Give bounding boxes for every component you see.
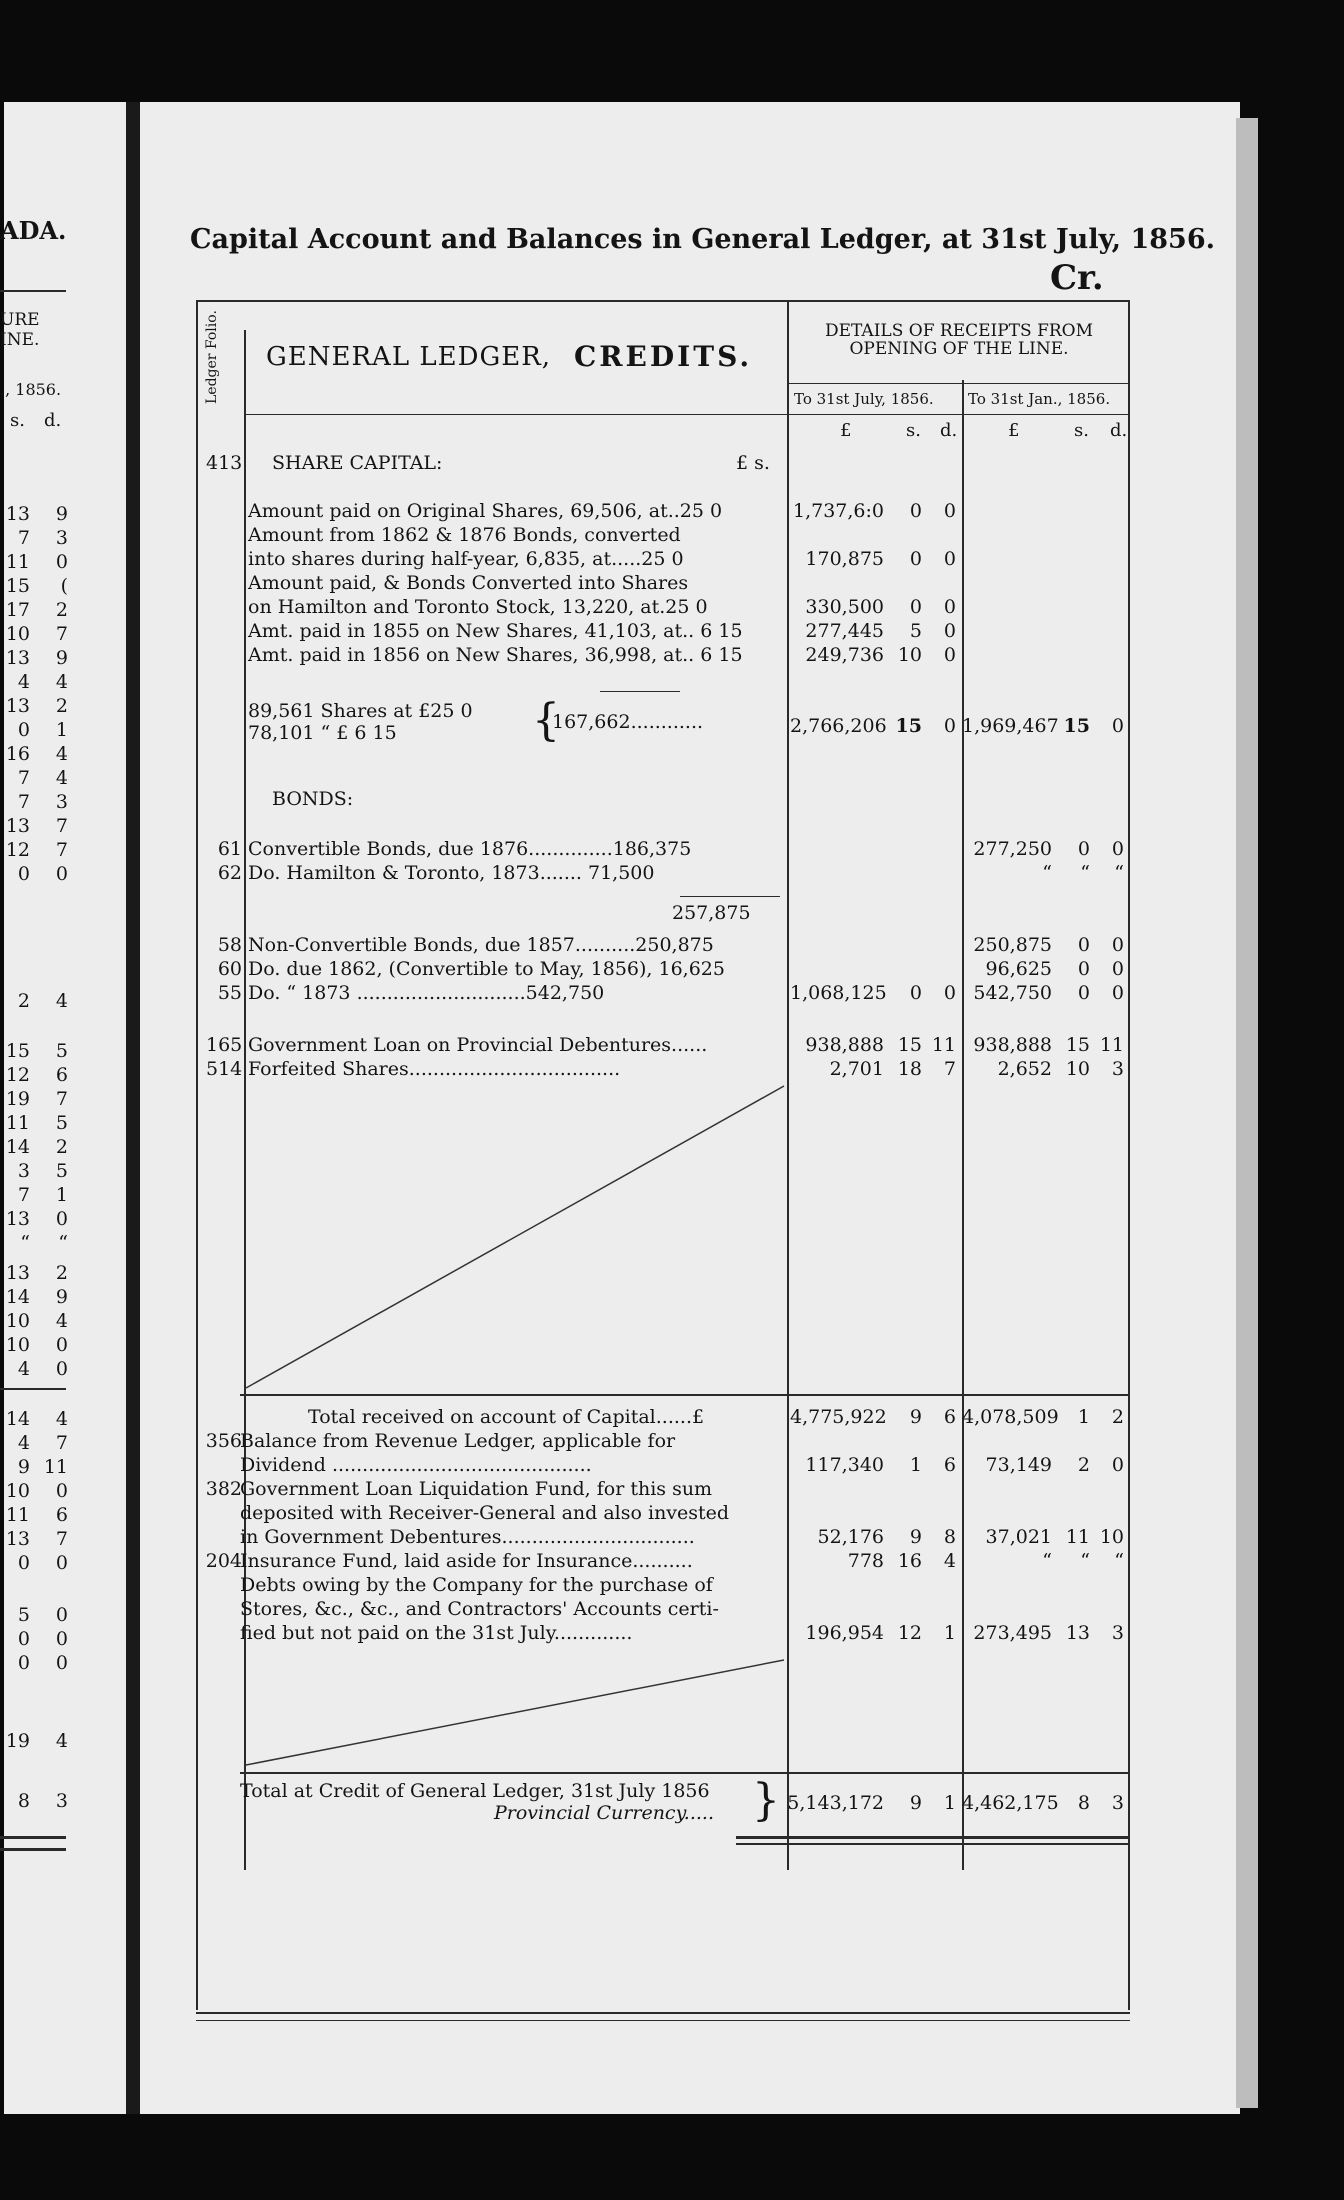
left-date: ., 1856. <box>0 380 62 399</box>
ledger-title-credits: CREDITS. <box>574 340 753 373</box>
left-row-d: 5 <box>55 1112 68 1134</box>
left-row-d: 6 <box>55 1064 68 1086</box>
left-row-s: 14 <box>5 1286 30 1308</box>
col1-pound: £ <box>840 420 852 441</box>
share-line-c1d: 0 <box>943 596 956 618</box>
loan-line-text: Government Loan on Provincial Debentures...... <box>248 1034 708 1056</box>
left-row-s: 10 <box>5 1310 30 1332</box>
left-row-s: 15 <box>5 1040 30 1062</box>
grand-total-line1: Total at Credit of General Ledger, 31st July 1856 <box>240 1780 710 1802</box>
bond-line-c2: 250,875 <box>973 934 1052 956</box>
grand-total-c2: 4,462,175 <box>962 1792 1059 1814</box>
other-line-c1d: 1 <box>943 1622 956 1644</box>
share-line-text: on Hamilton and Toronto Stock, 13,220, at.25 0 <box>248 596 708 618</box>
left-row-d: 4 <box>55 767 68 789</box>
left-row-s: 13 <box>5 815 30 837</box>
share-line-c1s: 5 <box>909 620 922 642</box>
other-line-c2: 37,021 <box>985 1526 1052 1548</box>
other-line-text: Balance from Revenue Ledger, applicable for <box>240 1430 676 1452</box>
bond-line-c2d: 0 <box>1111 838 1124 860</box>
left-row-d: 7 <box>55 1088 68 1110</box>
left-row-d: 2 <box>55 695 68 717</box>
bond-line-text: Do. Hamilton & Toronto, 1873....... 71,500 <box>248 862 655 884</box>
left-row-s: 13 <box>5 1208 30 1230</box>
share-line-c1: 249,736 <box>805 644 884 666</box>
other-line-c1s: 1 <box>909 1454 922 1476</box>
other-line-c1s: 12 <box>897 1622 922 1644</box>
loan-folio: 514 <box>206 1058 243 1080</box>
left-row-s: 13 <box>5 503 30 525</box>
loan-line-text: Forfeited Shares................................... <box>248 1058 621 1080</box>
left-row-d: 9 <box>55 647 68 669</box>
loan-line-c1s: 18 <box>897 1058 922 1080</box>
left-row-d: 7 <box>55 1432 68 1454</box>
left-row-d: 4 <box>55 1408 68 1430</box>
left-row-d: 2 <box>55 1136 68 1158</box>
bond-line-text: Non-Convertible Bonds, due 1857..........250,875 <box>248 934 714 956</box>
loan-line-c2d: 3 <box>1111 1058 1124 1080</box>
left-row-d: 0 <box>55 1480 68 1502</box>
grand-total-c1s: 9 <box>909 1792 922 1814</box>
left-row-s: 0 <box>17 1552 30 1574</box>
bond-line-c2s: 0 <box>1077 982 1090 1004</box>
left-row-s: 19 <box>5 1730 30 1752</box>
bonds-heading: BONDS: <box>272 788 354 810</box>
share-capital-folio: 413 <box>206 452 243 474</box>
left-row-s: 0 <box>17 1628 30 1650</box>
other-line-text: Government Loan Liquidation Fund, for this sum <box>240 1478 713 1500</box>
bond-line-text: 257,875 <box>672 902 751 924</box>
total-capital-c2s: 1 <box>1077 1406 1090 1428</box>
left-row-d: 0 <box>55 1552 68 1574</box>
left-row-s: 3 <box>17 1160 30 1182</box>
loan-line-c1d: 11 <box>931 1034 956 1056</box>
shares-brace: { <box>532 695 560 746</box>
share-line-c1s: 10 <box>897 644 922 666</box>
loan-line-c2: 2,652 <box>997 1058 1052 1080</box>
loan-folio: 165 <box>206 1034 243 1056</box>
left-row-d: 3 <box>55 791 68 813</box>
left-row-s: 10 <box>5 1480 30 1502</box>
left-row-d: 3 <box>55 527 68 549</box>
share-line-c1: 1,737,6:0 <box>792 500 884 522</box>
left-row-s: 12 <box>5 1064 30 1086</box>
left-row-d: 0 <box>55 1358 68 1380</box>
left-row-d: 4 <box>55 1310 68 1332</box>
other-line-c1s: 9 <box>909 1526 922 1548</box>
left-row-d: 9 <box>55 503 68 525</box>
loan-line-c1d: 7 <box>943 1058 956 1080</box>
left-row-d: 0 <box>55 1334 68 1356</box>
left-row-s: 13 <box>5 1262 30 1284</box>
other-line-c2s: 11 <box>1065 1526 1090 1548</box>
bond-folio: 55 <box>217 982 242 1004</box>
share-capital-heading: SHARE CAPITAL: <box>272 452 443 474</box>
left-row-s: 13 <box>5 695 30 717</box>
other-line-text: deposited with Receiver-General and also invested <box>240 1502 730 1524</box>
left-row-s: 10 <box>5 623 30 645</box>
details-header: DETAILS OF RECEIPTS FROM OPENING OF THE LINE. <box>824 321 1094 359</box>
left-row-d: 11 <box>43 1456 68 1478</box>
loan-line-c2s: 10 <box>1065 1058 1090 1080</box>
left-row-d: 7 <box>55 839 68 861</box>
left-row-d: 4 <box>55 990 68 1012</box>
left-row-d: 9 <box>55 1286 68 1308</box>
left-row-s: 7 <box>17 791 30 813</box>
share-line-text: Amt. paid in 1855 on New Shares, 41,103, at.. 6 15 <box>248 620 743 642</box>
share-line-text: into shares during half-year, 6,835, at.....25 0 <box>248 548 684 570</box>
bond-folio: 62 <box>217 862 242 884</box>
share-line-c1: 330,500 <box>805 596 884 618</box>
left-row-s: 0 <box>17 863 30 885</box>
grand-total-c2d: 3 <box>1111 1792 1124 1814</box>
left-row-s: 13 <box>5 1528 30 1550</box>
left-row-d: 1 <box>55 719 68 741</box>
left-row-d: 2 <box>55 1262 68 1284</box>
left-row-d: 2 <box>55 599 68 621</box>
total-capital-c1: 4,775,922 <box>790 1406 887 1428</box>
other-line-text: in Government Debentures................................ <box>240 1526 695 1548</box>
bond-line-c2: “ <box>1042 862 1052 884</box>
other-line-text: Stores, &c., &c., and Contractors' Accounts certi- <box>240 1598 719 1620</box>
other-line-c2: 273,495 <box>973 1622 1052 1644</box>
col2-pound: £ <box>1008 420 1020 441</box>
left-row-d: 4 <box>55 671 68 693</box>
other-line-text: Dividend ........................................... <box>240 1454 592 1476</box>
share-line-c1: 277,445 <box>805 620 884 642</box>
left-row-d: 6 <box>55 1504 68 1526</box>
other-line-c1: 52,176 <box>817 1526 884 1548</box>
other-line-c2: “ <box>1042 1550 1052 1572</box>
left-row-d: 0 <box>55 1604 68 1626</box>
left-row-s: 10 <box>5 1334 30 1356</box>
left-row-s: “ <box>20 1232 30 1254</box>
shares-summary-c2: 1,969,467 <box>962 715 1059 737</box>
share-line-c1d: 0 <box>943 620 956 642</box>
col2-pence: d. <box>1110 420 1128 441</box>
other-line-c1: 778 <box>847 1550 884 1572</box>
left-row-d: 0 <box>55 1208 68 1230</box>
left-row-s: 11 <box>5 1504 30 1526</box>
col1-date: To 31st July, 1856. <box>794 390 934 408</box>
other-folio: 356 <box>205 1430 242 1452</box>
bond-line-c2s: “ <box>1080 862 1090 884</box>
total-capital-label: Total received on account of Capital......£ <box>308 1406 705 1428</box>
bond-line-c2d: 0 <box>1111 982 1124 1004</box>
share-line-text: Amount paid on Original Shares, 69,506, at..25 0 <box>248 500 723 522</box>
other-line-c1s: 16 <box>897 1550 922 1572</box>
share-line-c1: 170,875 <box>805 548 884 570</box>
bond-line-c2: 542,750 <box>973 982 1052 1004</box>
other-line-c1d: 8 <box>943 1526 956 1548</box>
left-unit-d: d. <box>44 410 62 431</box>
bond-line-c2s: 0 <box>1077 958 1090 980</box>
bond-line-text: Do. “ 1873 ............................542,750 <box>248 982 605 1004</box>
total-capital-c1d: 6 <box>943 1406 956 1428</box>
loan-line-c2: 938,888 <box>973 1034 1052 1056</box>
share-line-c1s: 0 <box>909 500 922 522</box>
grand-total-c1d: 1 <box>943 1792 956 1814</box>
loan-line-c1: 2,701 <box>829 1058 884 1080</box>
bond-line-c2: 96,625 <box>985 958 1052 980</box>
other-folio: 204 <box>205 1550 242 1572</box>
bond-folio: 61 <box>217 838 242 860</box>
left-row-s: 7 <box>17 1184 30 1206</box>
left-row-s: 4 <box>17 671 30 693</box>
total-capital-c2d: 2 <box>1111 1406 1124 1428</box>
left-row-s: 17 <box>5 599 30 621</box>
bond-line-c2: 277,250 <box>973 838 1052 860</box>
other-line-text: Insurance Fund, laid aside for Insurance.......... <box>240 1550 693 1572</box>
left-row-d: 0 <box>55 863 68 885</box>
loan-line-c2d: 11 <box>1099 1034 1124 1056</box>
left-row-s: 4 <box>17 1358 30 1380</box>
credit-marker: Cr. <box>1050 258 1104 298</box>
left-unit-s: s. <box>10 410 25 431</box>
other-line-c1: 196,954 <box>805 1622 884 1644</box>
shares-summary-c2d: 0 <box>1111 715 1124 737</box>
shares-summary-c1d: 0 <box>943 715 956 737</box>
shares-summary-c1: 2,766,206 <box>790 715 887 737</box>
other-line-c2d: 0 <box>1111 1454 1124 1476</box>
col1-shilling: s. <box>906 420 921 441</box>
left-col-header-1: URE <box>0 310 40 330</box>
bond-line-c2d: 0 <box>1111 934 1124 956</box>
bond-line-c2s: 0 <box>1077 838 1090 860</box>
left-row-s: 8 <box>17 1790 30 1812</box>
shares-summary-2: 78,101 “ £ 6 15 <box>248 722 397 744</box>
share-capital-units: £ s. <box>736 452 770 474</box>
left-row-d: “ <box>58 1232 68 1254</box>
other-line-c1d: 6 <box>943 1454 956 1476</box>
share-line-text: Amount from 1862 & 1876 Bonds, converted <box>248 524 681 546</box>
col1-pence: d. <box>940 420 958 441</box>
bond-line-c2d: “ <box>1114 862 1124 884</box>
share-line-c1d: 0 <box>943 548 956 570</box>
bond-folio: 60 <box>217 958 242 980</box>
grand-total-line2: Provincial Currency..... <box>494 1802 714 1824</box>
left-row-s: 19 <box>5 1088 30 1110</box>
other-line-text: Debts owing by the Company for the purchase of <box>240 1574 713 1596</box>
left-row-s: 13 <box>5 647 30 669</box>
left-row-s: 15 <box>5 575 30 597</box>
left-row-d: 0 <box>55 551 68 573</box>
loan-line-c1: 938,888 <box>805 1034 884 1056</box>
other-line-c2d: “ <box>1114 1550 1124 1572</box>
bond-line-c1: 1,068,125 <box>790 982 887 1004</box>
left-row-d: 5 <box>55 1160 68 1182</box>
left-row-d: 0 <box>55 1652 68 1674</box>
left-row-d: 3 <box>55 1790 68 1812</box>
grand-total-c1: 5,143,172 <box>787 1792 884 1814</box>
left-row-s: 11 <box>5 551 30 573</box>
bond-folio: 58 <box>217 934 242 956</box>
col2-shilling: s. <box>1074 420 1089 441</box>
grand-total-brace: } <box>752 1775 780 1826</box>
bond-line-text: Convertible Bonds, due 1876..............186,375 <box>248 838 692 860</box>
left-row-s: 16 <box>5 743 30 765</box>
left-row-d: 4 <box>55 1730 68 1752</box>
share-line-c1d: 0 <box>943 644 956 666</box>
left-row-d: 4 <box>55 743 68 765</box>
other-folio: 382 <box>205 1478 242 1500</box>
shares-summary-c2s: 15 <box>1063 715 1090 737</box>
left-row-s: 0 <box>17 719 30 741</box>
left-row-d: 7 <box>55 815 68 837</box>
left-row-s: 9 <box>17 1456 30 1478</box>
left-row-s: 5 <box>17 1604 30 1626</box>
other-line-c2: 73,149 <box>985 1454 1052 1476</box>
bond-line-text: Do. due 1862, (Convertible to May, 1856), 16,625 <box>248 958 725 980</box>
other-line-c2d: 10 <box>1099 1526 1124 1548</box>
grand-total-c2s: 8 <box>1077 1792 1090 1814</box>
share-line-text: Amt. paid in 1856 on New Shares, 36,998, at.. 6 15 <box>248 644 743 666</box>
left-row-s: 11 <box>5 1112 30 1134</box>
left-row-d: 7 <box>55 623 68 645</box>
left-row-d: ( <box>60 575 68 597</box>
left-row-s: 12 <box>5 839 30 861</box>
other-line-c2s: 2 <box>1077 1454 1090 1476</box>
left-row-s: 2 <box>17 990 30 1012</box>
other-line-c1: 117,340 <box>805 1454 884 1476</box>
left-row-s: 7 <box>17 527 30 549</box>
left-col-header-2: INE. <box>0 330 40 350</box>
shares-summary-c1s: 15 <box>895 715 922 737</box>
bond-line-c2d: 0 <box>1111 958 1124 980</box>
left-row-s: 14 <box>5 1408 30 1430</box>
left-row-d: 0 <box>55 1628 68 1650</box>
left-row-s: 7 <box>17 767 30 789</box>
total-capital-c1s: 9 <box>909 1406 922 1428</box>
left-row-s: 14 <box>5 1136 30 1158</box>
shares-summary-total: 167,662............ <box>552 711 704 733</box>
other-line-text: fied but not paid on the 31st July............. <box>240 1622 633 1644</box>
left-row-d: 7 <box>55 1528 68 1550</box>
share-line-text: Amount paid, & Bonds Converted into Shares <box>248 572 689 594</box>
loan-line-c2s: 15 <box>1065 1034 1090 1056</box>
share-line-c1s: 0 <box>909 548 922 570</box>
loan-line-c1s: 15 <box>897 1034 922 1056</box>
bond-line-c1d: 0 <box>943 982 956 1004</box>
col2-date: To 31st Jan., 1856. <box>968 390 1111 408</box>
left-row-s: 4 <box>17 1432 30 1454</box>
shares-summary-1: 89,561 Shares at £25 0 <box>248 700 473 722</box>
left-row-d: 5 <box>55 1040 68 1062</box>
bond-line-c2s: 0 <box>1077 934 1090 956</box>
share-line-c1d: 0 <box>943 500 956 522</box>
bond-line-c1s: 0 <box>909 982 922 1004</box>
other-line-c1d: 4 <box>943 1550 956 1572</box>
total-capital-c2: 4,078,509 <box>962 1406 1059 1428</box>
ledger-title: GENERAL LEDGER, <box>266 342 552 372</box>
other-line-c2s: “ <box>1080 1550 1090 1572</box>
left-row-s: 0 <box>17 1652 30 1674</box>
folio-header: Ledger Folio. <box>204 310 220 404</box>
left-row-d: 1 <box>55 1184 68 1206</box>
page-title: Capital Account and Balances in General Ledger, at 31st July, 1856. <box>190 224 1216 255</box>
other-line-c2s: 13 <box>1065 1622 1090 1644</box>
share-line-c1s: 0 <box>909 596 922 618</box>
left-page-title: ADA. <box>0 216 67 245</box>
other-line-c2d: 3 <box>1111 1622 1124 1644</box>
